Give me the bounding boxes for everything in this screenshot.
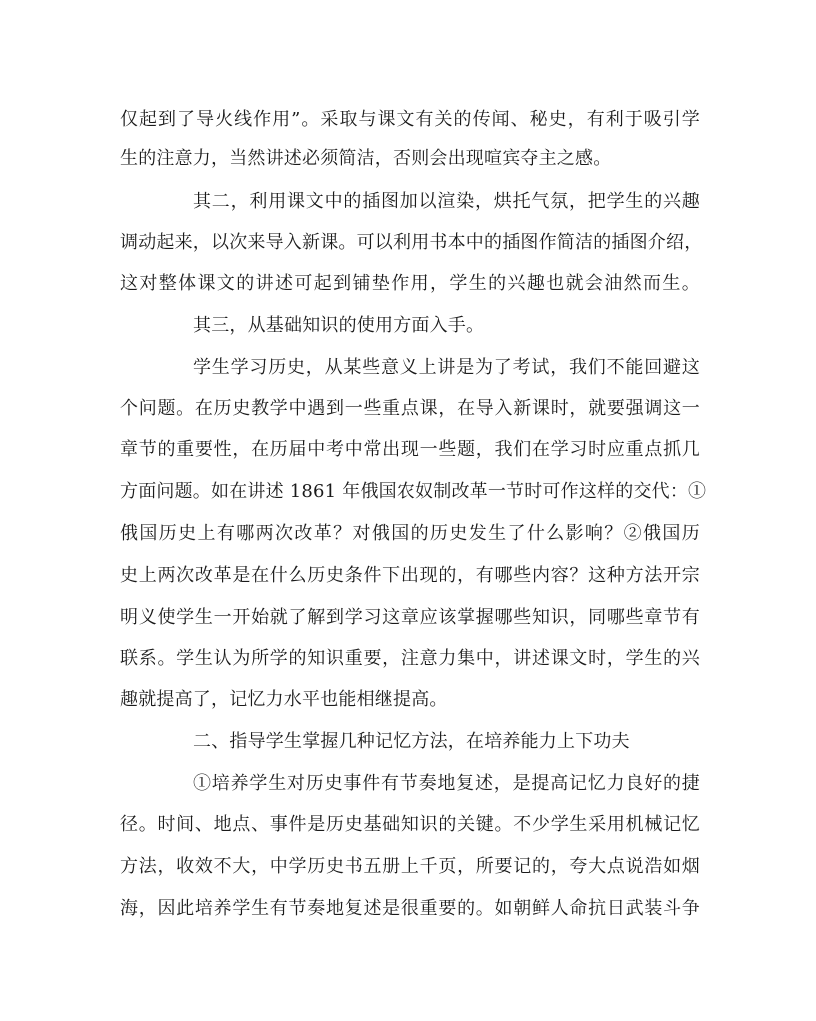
text-line: 其三，从基础知识的使用方面入手。 — [193, 315, 485, 336]
section-heading: 二、指导学生掌握几种记忆方法，在培养能力上下功夫 — [193, 731, 630, 752]
text-line: 这对整体课文的讲述可起到铺垫作用，学生的兴趣也就会油然而生。 — [120, 273, 700, 294]
text-line: 俄国历史上有哪两次改革？对俄国的历史发生了什么影响？②俄国历 — [120, 523, 700, 544]
text-line: 方法，收效不大，中学历史书五册上千页，所要记的，夸大点说浩如烟 — [120, 856, 700, 877]
text-line: 史上两次改革是在什么历史条件下出现的，有哪些内容？这种方法开宗 — [120, 565, 700, 586]
text-line: 方面问题。如在讲述 1861 年俄国农奴制改革一节时可作这样的交代：① — [120, 481, 707, 502]
text-line: 海，因此培养学生有节奏地复述是很重要的。如朝鲜人命抗日武装斗争 — [120, 898, 700, 919]
text-line: ①培养学生对历史事件有节奏地复述，是提高记忆力良好的捷 — [193, 773, 700, 794]
text-line: 调动起来，以次来导入新课。可以利用书本中的插图作简洁的插图介绍， — [120, 232, 703, 253]
text-line: 趣就提高了，记忆力水平也能相继提高。 — [120, 689, 448, 710]
text-line: 其二，利用课文中的插图加以渲染，烘托气氛，把学生的兴趣 — [193, 191, 700, 212]
text-line: 学生学习历史，从某些意义上讲是为了考试，我们不能回避这 — [193, 357, 700, 378]
text-line: 明义使学生一开始就了解到学习这章应该掌握哪些知识，同哪些章节有 — [120, 607, 700, 628]
text-line: 径。时间、地点、事件是历史基础知识的关键。不少学生采用机械记忆 — [120, 814, 700, 835]
text-line: 仅起到了导火线作用”。采取与课文有关的传闻、秘史，有利于吸引学 — [120, 109, 700, 130]
text-line: 生的注意力，当然讲述必须简洁，否则会出现喧宾夺主之感。 — [120, 148, 612, 169]
text-line: 章节的重要性，在历届中考中常出现一些题，我们在学习时应重点抓几 — [120, 439, 700, 460]
text-line: 联系。学生认为所学的知识重要，注意力集中，讲述课文时，学生的兴 — [120, 648, 700, 669]
text-line: 个问题。在历史教学中遇到一些重点课，在导入新课时，就要强调这一 — [120, 398, 700, 419]
